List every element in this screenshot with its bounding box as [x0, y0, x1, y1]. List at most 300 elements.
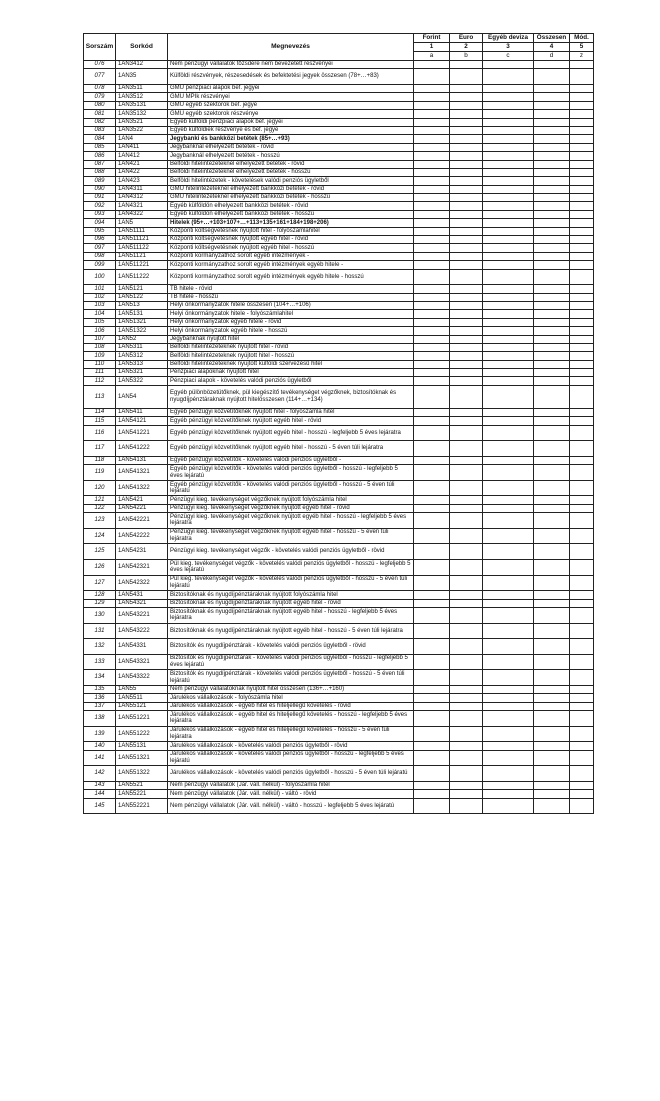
value-cell[interactable] — [450, 528, 483, 544]
value-cell[interactable] — [570, 143, 594, 151]
value-cell[interactable] — [483, 143, 534, 151]
value-cell[interactable] — [450, 702, 483, 710]
value-cell[interactable] — [483, 670, 534, 686]
value-cell[interactable] — [414, 591, 450, 599]
value-cell[interactable] — [483, 210, 534, 218]
value-cell[interactable] — [450, 168, 483, 176]
value-cell[interactable] — [570, 711, 594, 727]
value-cell[interactable] — [414, 202, 450, 210]
value-cell[interactable] — [414, 798, 450, 814]
value-cell[interactable] — [570, 685, 594, 693]
value-cell[interactable] — [483, 285, 534, 293]
value-cell[interactable] — [534, 219, 570, 227]
value-cell[interactable] — [450, 160, 483, 168]
value-cell[interactable] — [483, 654, 534, 670]
value-cell[interactable] — [570, 408, 594, 416]
value-cell[interactable] — [570, 69, 594, 85]
value-cell[interactable] — [483, 84, 534, 92]
value-cell[interactable] — [534, 591, 570, 599]
value-cell[interactable] — [450, 152, 483, 160]
value-cell[interactable] — [534, 726, 570, 742]
value-cell[interactable] — [570, 352, 594, 360]
value-cell[interactable] — [450, 194, 483, 202]
value-cell[interactable] — [450, 750, 483, 766]
value-cell[interactable] — [450, 310, 483, 318]
value-cell[interactable] — [414, 528, 450, 544]
value-cell[interactable] — [534, 750, 570, 766]
value-cell[interactable] — [450, 798, 483, 814]
value-cell[interactable] — [450, 301, 483, 309]
value-cell[interactable] — [414, 160, 450, 168]
value-cell[interactable] — [483, 318, 534, 326]
value-cell[interactable] — [483, 293, 534, 301]
value-cell[interactable] — [450, 385, 483, 408]
value-cell[interactable] — [450, 227, 483, 235]
value-cell[interactable] — [483, 369, 534, 377]
value-cell[interactable] — [414, 269, 450, 285]
value-cell[interactable] — [534, 269, 570, 285]
value-cell[interactable] — [450, 408, 483, 416]
value-cell[interactable] — [570, 293, 594, 301]
value-cell[interactable] — [414, 310, 450, 318]
value-cell[interactable] — [534, 417, 570, 425]
value-cell[interactable] — [414, 185, 450, 193]
value-cell[interactable] — [534, 360, 570, 368]
value-cell[interactable] — [414, 639, 450, 655]
value-cell[interactable] — [570, 360, 594, 368]
value-cell[interactable] — [570, 575, 594, 591]
value-cell[interactable] — [414, 152, 450, 160]
value-cell[interactable] — [450, 790, 483, 798]
value-cell[interactable] — [570, 110, 594, 118]
value-cell[interactable] — [450, 685, 483, 693]
value-cell[interactable] — [534, 143, 570, 151]
value-cell[interactable] — [450, 781, 483, 789]
value-cell[interactable] — [414, 360, 450, 368]
value-cell[interactable] — [483, 135, 534, 143]
value-cell[interactable] — [450, 219, 483, 227]
value-cell[interactable] — [414, 694, 450, 702]
value-cell[interactable] — [534, 343, 570, 351]
value-cell[interactable] — [534, 559, 570, 575]
value-cell[interactable] — [534, 465, 570, 481]
value-cell[interactable] — [483, 496, 534, 504]
value-cell[interactable] — [570, 766, 594, 782]
value-cell[interactable] — [414, 702, 450, 710]
value-cell[interactable] — [534, 160, 570, 168]
value-cell[interactable] — [483, 742, 534, 750]
value-cell[interactable] — [450, 143, 483, 151]
value-cell[interactable] — [414, 654, 450, 670]
value-cell[interactable] — [450, 377, 483, 385]
value-cell[interactable] — [570, 101, 594, 109]
value-cell[interactable] — [450, 202, 483, 210]
value-cell[interactable] — [483, 152, 534, 160]
value-cell[interactable] — [483, 798, 534, 814]
value-cell[interactable] — [483, 194, 534, 202]
value-cell[interactable] — [570, 504, 594, 512]
value-cell[interactable] — [414, 480, 450, 496]
value-cell[interactable] — [414, 101, 450, 109]
value-cell[interactable] — [570, 369, 594, 377]
value-cell[interactable] — [534, 252, 570, 260]
value-cell[interactable] — [570, 335, 594, 343]
value-cell[interactable] — [570, 84, 594, 92]
value-cell[interactable] — [414, 766, 450, 782]
value-cell[interactable] — [414, 335, 450, 343]
value-cell[interactable] — [534, 168, 570, 176]
value-cell[interactable] — [450, 480, 483, 496]
value-cell[interactable] — [483, 236, 534, 244]
value-cell[interactable] — [534, 352, 570, 360]
value-cell[interactable] — [483, 575, 534, 591]
value-cell[interactable] — [534, 101, 570, 109]
value-cell[interactable] — [414, 61, 450, 69]
value-cell[interactable] — [570, 93, 594, 101]
value-cell[interactable] — [534, 177, 570, 185]
value-cell[interactable] — [450, 185, 483, 193]
value-cell[interactable] — [450, 210, 483, 218]
value-cell[interactable] — [414, 236, 450, 244]
value-cell[interactable] — [414, 227, 450, 235]
value-cell[interactable] — [483, 417, 534, 425]
value-cell[interactable] — [414, 575, 450, 591]
value-cell[interactable] — [450, 575, 483, 591]
value-cell[interactable] — [570, 559, 594, 575]
value-cell[interactable] — [414, 504, 450, 512]
value-cell[interactable] — [483, 61, 534, 69]
value-cell[interactable] — [483, 185, 534, 193]
value-cell[interactable] — [534, 227, 570, 235]
value-cell[interactable] — [534, 575, 570, 591]
value-cell[interactable] — [534, 369, 570, 377]
value-cell[interactable] — [450, 591, 483, 599]
value-cell[interactable] — [570, 465, 594, 481]
value-cell[interactable] — [414, 711, 450, 727]
value-cell[interactable] — [483, 269, 534, 285]
value-cell[interactable] — [450, 285, 483, 293]
value-cell[interactable] — [414, 343, 450, 351]
value-cell[interactable] — [483, 93, 534, 101]
value-cell[interactable] — [570, 750, 594, 766]
value-cell[interactable] — [570, 639, 594, 655]
value-cell[interactable] — [570, 194, 594, 202]
value-cell[interactable] — [534, 236, 570, 244]
value-cell[interactable] — [450, 559, 483, 575]
value-cell[interactable] — [450, 93, 483, 101]
value-cell[interactable] — [534, 480, 570, 496]
value-cell[interactable] — [570, 301, 594, 309]
value-cell[interactable] — [450, 654, 483, 670]
value-cell[interactable] — [414, 559, 450, 575]
value-cell[interactable] — [483, 513, 534, 529]
value-cell[interactable] — [570, 480, 594, 496]
value-cell[interactable] — [414, 441, 450, 457]
value-cell[interactable] — [414, 244, 450, 252]
value-cell[interactable] — [450, 425, 483, 441]
value-cell[interactable] — [414, 607, 450, 623]
value-cell[interactable] — [570, 496, 594, 504]
value-cell[interactable] — [414, 496, 450, 504]
value-cell[interactable] — [570, 441, 594, 457]
value-cell[interactable] — [570, 61, 594, 69]
value-cell[interactable] — [450, 766, 483, 782]
value-cell[interactable] — [483, 69, 534, 85]
value-cell[interactable] — [534, 377, 570, 385]
value-cell[interactable] — [534, 84, 570, 92]
value-cell[interactable] — [414, 93, 450, 101]
value-cell[interactable] — [570, 152, 594, 160]
value-cell[interactable] — [570, 168, 594, 176]
value-cell[interactable] — [570, 236, 594, 244]
value-cell[interactable] — [414, 285, 450, 293]
value-cell[interactable] — [534, 244, 570, 252]
value-cell[interactable] — [534, 310, 570, 318]
value-cell[interactable] — [483, 591, 534, 599]
value-cell[interactable] — [414, 385, 450, 408]
value-cell[interactable] — [534, 623, 570, 639]
value-cell[interactable] — [570, 417, 594, 425]
value-cell[interactable] — [414, 513, 450, 529]
value-cell[interactable] — [570, 252, 594, 260]
value-cell[interactable] — [534, 335, 570, 343]
value-cell[interactable] — [483, 310, 534, 318]
value-cell[interactable] — [414, 352, 450, 360]
value-cell[interactable] — [450, 711, 483, 727]
value-cell[interactable] — [534, 798, 570, 814]
value-cell[interactable] — [450, 327, 483, 335]
value-cell[interactable] — [450, 544, 483, 560]
value-cell[interactable] — [534, 496, 570, 504]
value-cell[interactable] — [534, 202, 570, 210]
value-cell[interactable] — [534, 126, 570, 134]
value-cell[interactable] — [414, 210, 450, 218]
value-cell[interactable] — [450, 599, 483, 607]
value-cell[interactable] — [570, 126, 594, 134]
value-cell[interactable] — [483, 360, 534, 368]
value-cell[interactable] — [534, 194, 570, 202]
value-cell[interactable] — [414, 118, 450, 126]
value-cell[interactable] — [414, 742, 450, 750]
value-cell[interactable] — [570, 327, 594, 335]
value-cell[interactable] — [414, 670, 450, 686]
value-cell[interactable] — [483, 599, 534, 607]
value-cell[interactable] — [534, 742, 570, 750]
value-cell[interactable] — [570, 202, 594, 210]
value-cell[interactable] — [483, 252, 534, 260]
value-cell[interactable] — [534, 711, 570, 727]
value-cell[interactable] — [483, 694, 534, 702]
value-cell[interactable] — [450, 135, 483, 143]
value-cell[interactable] — [414, 465, 450, 481]
value-cell[interactable] — [483, 425, 534, 441]
value-cell[interactable] — [534, 301, 570, 309]
value-cell[interactable] — [570, 261, 594, 269]
value-cell[interactable] — [570, 285, 594, 293]
value-cell[interactable] — [414, 726, 450, 742]
value-cell[interactable] — [534, 110, 570, 118]
value-cell[interactable] — [483, 544, 534, 560]
value-cell[interactable] — [483, 110, 534, 118]
value-cell[interactable] — [483, 750, 534, 766]
value-cell[interactable] — [534, 93, 570, 101]
value-cell[interactable] — [483, 623, 534, 639]
value-cell[interactable] — [450, 177, 483, 185]
value-cell[interactable] — [483, 726, 534, 742]
value-cell[interactable] — [570, 219, 594, 227]
value-cell[interactable] — [414, 293, 450, 301]
value-cell[interactable] — [570, 694, 594, 702]
value-cell[interactable] — [534, 293, 570, 301]
value-cell[interactable] — [483, 465, 534, 481]
value-cell[interactable] — [450, 126, 483, 134]
value-cell[interactable] — [483, 377, 534, 385]
value-cell[interactable] — [450, 417, 483, 425]
value-cell[interactable] — [483, 327, 534, 335]
value-cell[interactable] — [570, 654, 594, 670]
value-cell[interactable] — [483, 441, 534, 457]
value-cell[interactable] — [570, 160, 594, 168]
value-cell[interactable] — [414, 599, 450, 607]
value-cell[interactable] — [534, 327, 570, 335]
value-cell[interactable] — [570, 177, 594, 185]
value-cell[interactable] — [483, 528, 534, 544]
value-cell[interactable] — [483, 261, 534, 269]
value-cell[interactable] — [534, 425, 570, 441]
value-cell[interactable] — [483, 168, 534, 176]
value-cell[interactable] — [450, 61, 483, 69]
value-cell[interactable] — [450, 456, 483, 464]
value-cell[interactable] — [534, 790, 570, 798]
value-cell[interactable] — [570, 456, 594, 464]
value-cell[interactable] — [483, 244, 534, 252]
value-cell[interactable] — [534, 285, 570, 293]
value-cell[interactable] — [570, 798, 594, 814]
value-cell[interactable] — [570, 544, 594, 560]
value-cell[interactable] — [414, 781, 450, 789]
value-cell[interactable] — [450, 101, 483, 109]
value-cell[interactable] — [450, 694, 483, 702]
value-cell[interactable] — [414, 261, 450, 269]
value-cell[interactable] — [483, 177, 534, 185]
value-cell[interactable] — [534, 385, 570, 408]
value-cell[interactable] — [534, 69, 570, 85]
value-cell[interactable] — [483, 118, 534, 126]
value-cell[interactable] — [570, 623, 594, 639]
value-cell[interactable] — [450, 69, 483, 85]
value-cell[interactable] — [450, 639, 483, 655]
value-cell[interactable] — [534, 766, 570, 782]
value-cell[interactable] — [450, 244, 483, 252]
value-cell[interactable] — [414, 456, 450, 464]
value-cell[interactable] — [483, 126, 534, 134]
value-cell[interactable] — [534, 513, 570, 529]
value-cell[interactable] — [570, 343, 594, 351]
value-cell[interactable] — [534, 781, 570, 789]
value-cell[interactable] — [570, 591, 594, 599]
value-cell[interactable] — [450, 293, 483, 301]
value-cell[interactable] — [414, 194, 450, 202]
value-cell[interactable] — [534, 544, 570, 560]
value-cell[interactable] — [414, 135, 450, 143]
value-cell[interactable] — [483, 607, 534, 623]
value-cell[interactable] — [570, 135, 594, 143]
value-cell[interactable] — [414, 685, 450, 693]
value-cell[interactable] — [414, 623, 450, 639]
value-cell[interactable] — [534, 639, 570, 655]
value-cell[interactable] — [414, 110, 450, 118]
value-cell[interactable] — [534, 408, 570, 416]
value-cell[interactable] — [534, 135, 570, 143]
value-cell[interactable] — [534, 607, 570, 623]
value-cell[interactable] — [450, 318, 483, 326]
value-cell[interactable] — [414, 143, 450, 151]
value-cell[interactable] — [570, 310, 594, 318]
value-cell[interactable] — [534, 456, 570, 464]
value-cell[interactable] — [450, 496, 483, 504]
value-cell[interactable] — [534, 694, 570, 702]
value-cell[interactable] — [534, 670, 570, 686]
value-cell[interactable] — [414, 219, 450, 227]
value-cell[interactable] — [450, 504, 483, 512]
value-cell[interactable] — [414, 84, 450, 92]
value-cell[interactable] — [570, 742, 594, 750]
value-cell[interactable] — [570, 513, 594, 529]
value-cell[interactable] — [534, 504, 570, 512]
value-cell[interactable] — [450, 84, 483, 92]
value-cell[interactable] — [534, 599, 570, 607]
value-cell[interactable] — [483, 101, 534, 109]
value-cell[interactable] — [570, 425, 594, 441]
value-cell[interactable] — [414, 377, 450, 385]
value-cell[interactable] — [414, 425, 450, 441]
value-cell[interactable] — [414, 790, 450, 798]
value-cell[interactable] — [483, 766, 534, 782]
value-cell[interactable] — [450, 726, 483, 742]
value-cell[interactable] — [450, 623, 483, 639]
value-cell[interactable] — [570, 385, 594, 408]
value-cell[interactable] — [570, 599, 594, 607]
value-cell[interactable] — [414, 252, 450, 260]
value-cell[interactable] — [450, 513, 483, 529]
value-cell[interactable] — [570, 227, 594, 235]
value-cell[interactable] — [450, 110, 483, 118]
value-cell[interactable] — [570, 670, 594, 686]
value-cell[interactable] — [450, 607, 483, 623]
value-cell[interactable] — [570, 185, 594, 193]
value-cell[interactable] — [414, 69, 450, 85]
value-cell[interactable] — [570, 726, 594, 742]
value-cell[interactable] — [483, 301, 534, 309]
value-cell[interactable] — [414, 126, 450, 134]
value-cell[interactable] — [534, 441, 570, 457]
value-cell[interactable] — [534, 528, 570, 544]
value-cell[interactable] — [534, 702, 570, 710]
value-cell[interactable] — [570, 790, 594, 798]
value-cell[interactable] — [534, 118, 570, 126]
value-cell[interactable] — [414, 750, 450, 766]
value-cell[interactable] — [450, 118, 483, 126]
value-cell[interactable] — [414, 301, 450, 309]
value-cell[interactable] — [483, 711, 534, 727]
value-cell[interactable] — [483, 781, 534, 789]
value-cell[interactable] — [483, 702, 534, 710]
value-cell[interactable] — [450, 343, 483, 351]
value-cell[interactable] — [534, 210, 570, 218]
value-cell[interactable] — [414, 369, 450, 377]
value-cell[interactable] — [483, 227, 534, 235]
value-cell[interactable] — [414, 177, 450, 185]
